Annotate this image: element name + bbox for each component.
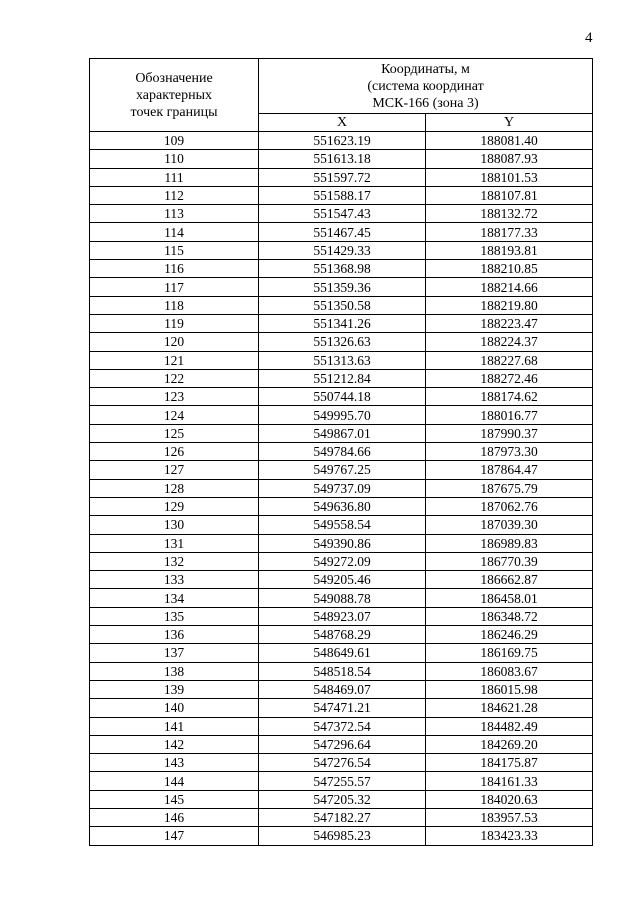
table-row — [90, 717, 593, 735]
table-row — [90, 790, 593, 808]
x-coordinate-cell: 549558.54 — [259, 516, 426, 534]
y-coordinate-cell: 186770.39 — [426, 552, 593, 570]
point-id-cell: 145 — [90, 790, 259, 808]
x-coordinate-cell: 551313.63 — [259, 351, 426, 369]
point-id-cell: 111 — [90, 168, 259, 186]
point-designation-header — [90, 59, 259, 132]
x-coordinate-cell: 549205.46 — [259, 571, 426, 589]
x-coordinate-cell: 551359.36 — [259, 278, 426, 296]
y-coordinate-cell: 186348.72 — [426, 607, 593, 625]
y-coordinate-cell: 186169.75 — [426, 644, 593, 662]
table-row — [90, 278, 593, 296]
table-row — [90, 571, 593, 589]
x-coordinate-cell: 549784.66 — [259, 443, 426, 461]
table-body — [90, 132, 593, 846]
y-coordinate-cell: 187990.37 — [426, 424, 593, 442]
point-id-cell: 122 — [90, 369, 259, 387]
table-row — [90, 369, 593, 387]
y-coordinate-cell: 188272.46 — [426, 369, 593, 387]
point-id-cell: 112 — [90, 186, 259, 204]
table-row — [90, 223, 593, 241]
x-coordinate-cell: 548923.07 — [259, 607, 426, 625]
x-coordinate-cell: 549767.25 — [259, 461, 426, 479]
y-coordinate-cell: 186662.87 — [426, 571, 593, 589]
table-row — [90, 754, 593, 772]
x-coordinate-cell: 548649.61 — [259, 644, 426, 662]
x-coordinate-cell: 551326.63 — [259, 333, 426, 351]
x-coordinate-cell: 547296.64 — [259, 735, 426, 753]
table-row — [90, 497, 593, 515]
coords-header-line-2: (система координат — [367, 78, 484, 94]
table-row — [90, 388, 593, 406]
x-coordinate-cell: 548469.07 — [259, 680, 426, 698]
table-row — [90, 205, 593, 223]
point-id-cell: 129 — [90, 497, 259, 515]
x-coordinate-cell: 548768.29 — [259, 626, 426, 644]
point-id-cell: 141 — [90, 717, 259, 735]
y-coordinate-cell: 188132.72 — [426, 205, 593, 223]
point-id-cell: 117 — [90, 278, 259, 296]
y-coordinate-cell: 186015.98 — [426, 680, 593, 698]
x-coordinate-cell: 549737.09 — [259, 479, 426, 497]
point-id-cell: 123 — [90, 388, 259, 406]
y-coordinate-cell: 188210.85 — [426, 260, 593, 278]
coords-header-line-3: МСК-166 (зона 3) — [372, 95, 479, 111]
x-column-header: X — [259, 114, 426, 132]
table-row — [90, 424, 593, 442]
x-coordinate-cell: 549390.86 — [259, 534, 426, 552]
table-row — [90, 443, 593, 461]
y-column-header: Y — [426, 114, 593, 132]
point-id-cell: 116 — [90, 260, 259, 278]
x-coordinate-cell: 550744.18 — [259, 388, 426, 406]
y-coordinate-cell: 184621.28 — [426, 699, 593, 717]
point-id-cell: 130 — [90, 516, 259, 534]
y-coordinate-cell: 187864.47 — [426, 461, 593, 479]
point-id-cell: 144 — [90, 772, 259, 790]
point-id-cell: 133 — [90, 571, 259, 589]
point-id-cell: 134 — [90, 589, 259, 607]
y-coordinate-cell: 184482.49 — [426, 717, 593, 735]
y-coordinate-cell: 188177.33 — [426, 223, 593, 241]
point-id-cell: 137 — [90, 644, 259, 662]
y-coordinate-cell: 188219.80 — [426, 296, 593, 314]
y-coordinate-cell: 188081.40 — [426, 132, 593, 150]
point-id-cell: 128 — [90, 479, 259, 497]
y-coordinate-cell: 188174.62 — [426, 388, 593, 406]
table-row — [90, 699, 593, 717]
point-id-cell: 125 — [90, 424, 259, 442]
point-header-line-1: Обозначение — [135, 70, 213, 86]
table-row — [90, 827, 593, 845]
x-coordinate-cell: 551547.43 — [259, 205, 426, 223]
x-coordinate-cell: 551597.72 — [259, 168, 426, 186]
y-coordinate-cell: 186246.29 — [426, 626, 593, 644]
table-row — [90, 296, 593, 314]
y-coordinate-cell: 183423.33 — [426, 827, 593, 845]
table-row — [90, 132, 593, 150]
y-coordinate-cell: 184175.87 — [426, 754, 593, 772]
table-row — [90, 186, 593, 204]
point-id-cell: 119 — [90, 314, 259, 332]
table-row — [90, 314, 593, 332]
point-id-cell: 136 — [90, 626, 259, 644]
point-id-cell: 120 — [90, 333, 259, 351]
table-row — [90, 607, 593, 625]
y-coordinate-cell: 188087.93 — [426, 150, 593, 168]
point-id-cell: 121 — [90, 351, 259, 369]
y-coordinate-cell: 188016.77 — [426, 406, 593, 424]
y-coordinate-cell: 188193.81 — [426, 241, 593, 259]
table-row — [90, 461, 593, 479]
point-id-cell: 143 — [90, 754, 259, 772]
y-coordinate-cell: 188223.47 — [426, 314, 593, 332]
x-coordinate-cell: 547372.54 — [259, 717, 426, 735]
y-coordinate-cell: 183957.53 — [426, 808, 593, 826]
x-coordinate-cell: 551350.58 — [259, 296, 426, 314]
y-coordinate-cell: 188101.53 — [426, 168, 593, 186]
point-id-cell: 131 — [90, 534, 259, 552]
table-row — [90, 680, 593, 698]
y-coordinate-cell: 187062.76 — [426, 497, 593, 515]
table-row — [90, 644, 593, 662]
table-row — [90, 168, 593, 186]
y-coordinate-cell: 187039.30 — [426, 516, 593, 534]
table-row — [90, 150, 593, 168]
table-row — [90, 406, 593, 424]
point-id-cell: 115 — [90, 241, 259, 259]
y-coordinate-cell: 187973.30 — [426, 443, 593, 461]
x-coordinate-cell: 551368.98 — [259, 260, 426, 278]
table-row — [90, 735, 593, 753]
x-coordinate-cell: 549272.09 — [259, 552, 426, 570]
x-coordinate-cell: 547255.57 — [259, 772, 426, 790]
point-header-line-3: точек границы — [130, 104, 218, 120]
point-id-cell: 138 — [90, 662, 259, 680]
y-coordinate-cell: 186458.01 — [426, 589, 593, 607]
y-coordinate-cell: 188107.81 — [426, 186, 593, 204]
y-coordinate-cell: 184161.33 — [426, 772, 593, 790]
table-row — [90, 534, 593, 552]
point-id-cell: 142 — [90, 735, 259, 753]
point-id-cell: 110 — [90, 150, 259, 168]
point-id-cell: 126 — [90, 443, 259, 461]
y-coordinate-cell: 186083.67 — [426, 662, 593, 680]
x-coordinate-cell: 549088.78 — [259, 589, 426, 607]
x-coordinate-cell: 551613.18 — [259, 150, 426, 168]
y-coordinate-cell: 184269.20 — [426, 735, 593, 753]
table-row — [90, 479, 593, 497]
table-row — [90, 516, 593, 534]
coords-header-line-1: Координаты, м — [381, 61, 470, 77]
point-id-cell: 135 — [90, 607, 259, 625]
x-coordinate-cell: 547182.27 — [259, 808, 426, 826]
table-row — [90, 626, 593, 644]
x-coordinate-cell: 547471.21 — [259, 699, 426, 717]
point-header-line-2: характерных — [135, 87, 213, 103]
table-row — [90, 552, 593, 570]
y-coordinate-cell: 184020.63 — [426, 790, 593, 808]
table-row — [90, 333, 593, 351]
table-row — [90, 772, 593, 790]
table-row — [90, 589, 593, 607]
x-coordinate-cell: 547205.32 — [259, 790, 426, 808]
x-coordinate-cell: 548518.54 — [259, 662, 426, 680]
page-number: 4 — [585, 30, 593, 46]
point-id-cell: 114 — [90, 223, 259, 241]
y-coordinate-cell: 188227.68 — [426, 351, 593, 369]
table-header — [90, 59, 593, 132]
x-coordinate-cell: 547276.54 — [259, 754, 426, 772]
x-coordinate-cell: 551623.19 — [259, 132, 426, 150]
x-coordinate-cell: 551212.84 — [259, 369, 426, 387]
point-id-cell: 140 — [90, 699, 259, 717]
x-coordinate-cell: 551429.33 — [259, 241, 426, 259]
point-id-cell: 146 — [90, 808, 259, 826]
point-id-cell: 118 — [90, 296, 259, 314]
x-coordinate-cell: 551341.26 — [259, 314, 426, 332]
x-coordinate-cell: 549995.70 — [259, 406, 426, 424]
x-coordinate-cell: 549636.80 — [259, 497, 426, 515]
y-coordinate-cell: 187675.79 — [426, 479, 593, 497]
x-coordinate-cell: 549867.01 — [259, 424, 426, 442]
point-id-cell: 147 — [90, 827, 259, 845]
table-row — [90, 662, 593, 680]
point-id-cell: 109 — [90, 132, 259, 150]
x-coordinate-cell: 546985.23 — [259, 827, 426, 845]
x-coordinate-cell: 551467.45 — [259, 223, 426, 241]
table-row — [90, 351, 593, 369]
y-coordinate-cell: 188214.66 — [426, 278, 593, 296]
y-coordinate-cell: 188224.37 — [426, 333, 593, 351]
table-row — [90, 808, 593, 826]
point-id-cell: 124 — [90, 406, 259, 424]
coordinates-table — [89, 58, 593, 846]
point-id-cell: 139 — [90, 680, 259, 698]
table-row — [90, 241, 593, 259]
y-coordinate-cell: 186989.83 — [426, 534, 593, 552]
table-row — [90, 260, 593, 278]
x-coordinate-cell: 551588.17 — [259, 186, 426, 204]
point-id-cell: 113 — [90, 205, 259, 223]
point-id-cell: 127 — [90, 461, 259, 479]
coordinates-header — [259, 59, 593, 114]
point-id-cell: 132 — [90, 552, 259, 570]
